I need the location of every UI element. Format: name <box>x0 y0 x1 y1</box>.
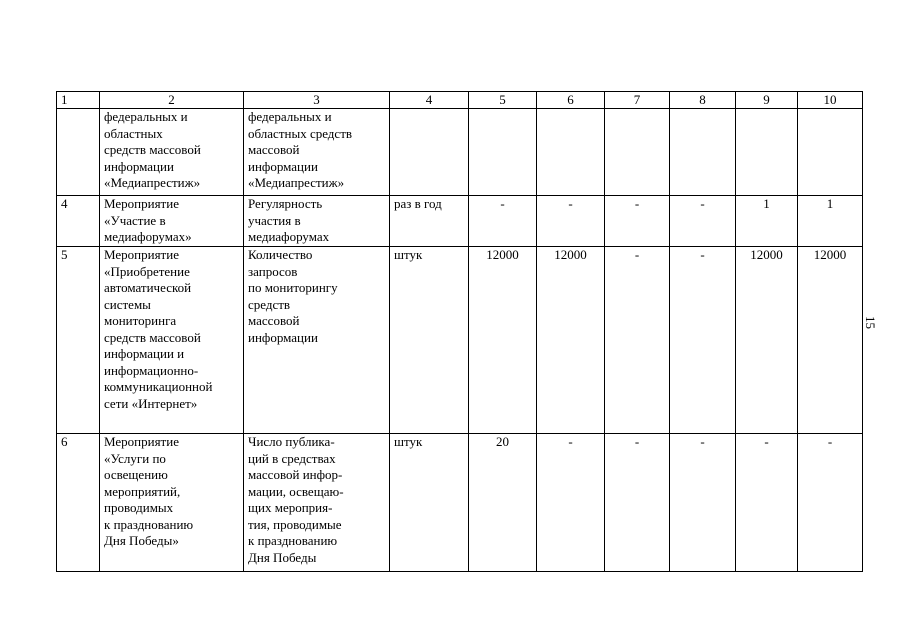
value-cell: - <box>670 196 736 247</box>
value-cell <box>605 109 670 196</box>
header-cell: 8 <box>670 92 736 109</box>
unit-cell: штук <box>390 434 469 572</box>
value-cell: 12000 <box>537 247 605 434</box>
page-number: 15 <box>863 316 878 329</box>
indicator-cell: Количество запросов по мониторингу средств массовой информации <box>244 247 390 434</box>
value-cell <box>670 109 736 196</box>
value-cell <box>798 109 863 196</box>
value-cell: 20 <box>469 434 537 572</box>
value-cell: - <box>736 434 798 572</box>
event-cell: Мероприятие «Приобретение автоматической системы мониторинга средств массовой информации и информационно- коммуникационной сети «Интернет» <box>100 247 244 434</box>
row-number-cell: 4 <box>57 196 100 247</box>
value-cell: 12000 <box>798 247 863 434</box>
indicator-cell: федеральных и областных средств массовой информации «Медиапрестиж» <box>244 109 390 196</box>
value-cell: - <box>469 196 537 247</box>
value-cell: 1 <box>736 196 798 247</box>
header-cell: 5 <box>469 92 537 109</box>
unit-cell: раз в год <box>390 196 469 247</box>
table-row <box>57 109 863 196</box>
row-number-cell <box>57 109 100 196</box>
header-cell: 10 <box>798 92 863 109</box>
event-cell: Мероприятие «Участие в медиафорумах» <box>100 196 244 247</box>
value-cell: 12000 <box>469 247 537 434</box>
header-cell: 7 <box>605 92 670 109</box>
value-cell: - <box>605 247 670 434</box>
row-number-cell: 6 <box>57 434 100 572</box>
header-cell: 4 <box>390 92 469 109</box>
value-cell: - <box>537 196 605 247</box>
event-cell: федеральных и областных средств массовой информации «Медиапрестиж» <box>100 109 244 196</box>
value-cell: - <box>670 434 736 572</box>
value-cell: 12000 <box>736 247 798 434</box>
value-cell: - <box>605 434 670 572</box>
unit-cell <box>390 109 469 196</box>
header-cell: 6 <box>537 92 605 109</box>
indicator-cell: Регулярность участия в медиафорумах <box>244 196 390 247</box>
table-row <box>57 247 863 434</box>
indicators-table <box>56 91 863 572</box>
row-number-cell: 5 <box>57 247 100 434</box>
value-cell <box>736 109 798 196</box>
value-cell: 1 <box>798 196 863 247</box>
header-cell: 1 <box>57 92 100 109</box>
unit-cell: штук <box>390 247 469 434</box>
header-cell: 3 <box>244 92 390 109</box>
value-cell: - <box>605 196 670 247</box>
value-cell <box>537 109 605 196</box>
value-cell: - <box>537 434 605 572</box>
table-row <box>57 196 863 247</box>
table-header-row <box>57 92 863 109</box>
header-cell: 9 <box>736 92 798 109</box>
table-row <box>57 434 863 572</box>
value-cell: - <box>670 247 736 434</box>
value-cell: - <box>798 434 863 572</box>
event-cell: Мероприятие «Услуги по освещению мероприятий, проводимых к празднованию Дня Победы» <box>100 434 244 572</box>
header-cell: 2 <box>100 92 244 109</box>
indicator-cell: Число публика- ций в средствах массовой инфор- мации, освещаю- щих мероприя- тия, проводимые к празднованию Дня Победы <box>244 434 390 572</box>
value-cell <box>469 109 537 196</box>
